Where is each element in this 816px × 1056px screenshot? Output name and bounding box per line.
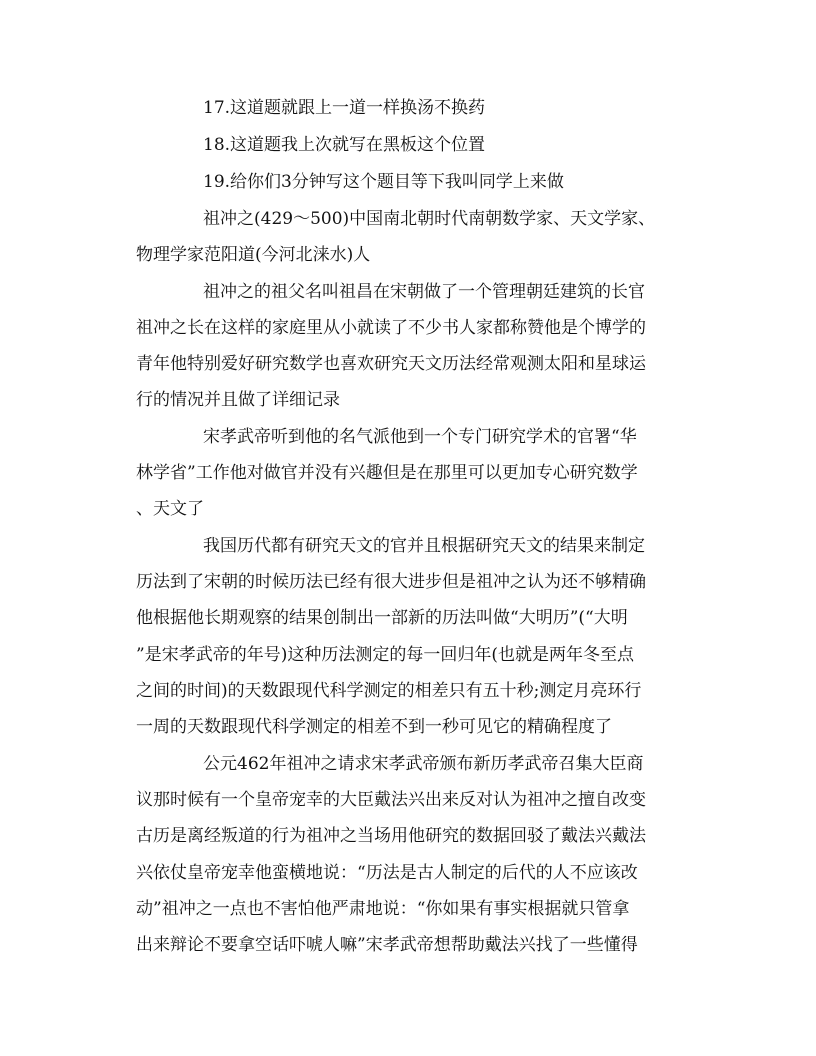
paragraph-2-line-1: 祖冲之的祖父名叫祖昌在宋朝做了一个管理朝廷建筑的长官: [203, 282, 645, 302]
paragraph-2-line-2: 祖冲之长在这样的家庭里从小就读了不少书人家都称赞他是个博学的: [136, 318, 646, 338]
paragraph-4-line-2: 历法到了宋朝的时候历法已经有很大进步但是祖冲之认为还不够精确: [136, 572, 646, 592]
paragraph-4-line-3: 他根据他长期观察的结果创制出一部新的历法叫做“大明历”(“大明: [136, 608, 628, 628]
paragraph-4-line-4: ”是宋孝武帝的年号)这种历法测定的每一回归年(也就是两年冬至点: [136, 645, 634, 665]
paragraph-2-line-4: 行的情况并且做了详细记录: [136, 390, 340, 410]
paragraph-3-line-2: 林学省”工作他对做官并没有兴趣但是在那里可以更加专心研究数学: [136, 463, 638, 483]
paragraph-5-line-6: 出来辩论不要拿空话吓唬人嘛”宋孝武帝想帮助戴法兴找了一些懂得: [136, 935, 638, 955]
paragraph-5-line-5: 动”祖冲之一点也不害怕他严肃地说：“你如果有事实根据就只管拿: [136, 899, 630, 919]
paragraph-4-line-5: 之间的时间)的天数跟现代科学测定的相差只有五十秒;测定月亮环行: [136, 681, 642, 701]
list-item-17: 17.这道题就跟上一道一样换汤不换药: [203, 98, 486, 118]
paragraph-5-line-4: 兴依仗皇帝宠幸他蛮横地说：“历法是古人制定的后代的人不应该改: [136, 863, 638, 883]
paragraph-1-line-1: 祖冲之(429～500)中国南北朝时代南朝数学家、天文学家、: [203, 209, 656, 229]
paragraph-5-line-2: 议那时候有一个皇帝宠幸的大臣戴法兴出来反对认为祖冲之擅自改变: [136, 790, 646, 810]
paragraph-4-line-6: 一周的天数跟现代科学测定的相差不到一秒可见它的精确程度了: [136, 717, 612, 737]
paragraph-1-line-2: 物理学家范阳道(今河北涞水)人: [136, 245, 371, 265]
paragraph-5-line-1: 公元462年祖冲之请求宋孝武帝颁布新历孝武帝召集大臣商: [203, 754, 644, 774]
list-item-19: 19.给你们3分钟写这个题目等下我叫同学上来做: [203, 172, 564, 192]
paragraph-3-line-3: 、天文了: [136, 499, 204, 519]
paragraph-5-line-3: 古历是离经叛道的行为祖冲之当场用他研究的数据回驳了戴法兴戴法: [136, 826, 646, 846]
paragraph-4-line-1: 我国历代都有研究天文的官并且根据研究天文的结果来制定: [203, 536, 645, 556]
paragraph-3-line-1: 宋孝武帝听到他的名气派他到一个专门研究学术的官署“华: [203, 427, 637, 447]
list-item-18: 18.这道题我上次就写在黑板这个位置: [203, 135, 486, 155]
paragraph-2-line-3: 青年他特别爱好研究数学也喜欢研究天文历法经常观测太阳和星球运: [136, 354, 646, 374]
